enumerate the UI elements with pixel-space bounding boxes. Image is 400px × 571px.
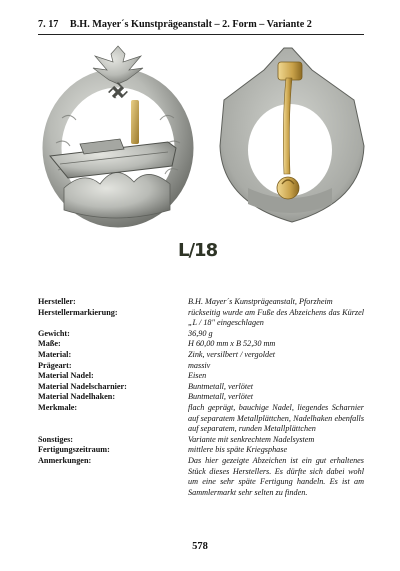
spec-row (38, 382, 364, 393)
spec-value: Eisen (188, 371, 207, 381)
spec-value: Zink, versilbert / vergoldet (188, 349, 276, 359)
badge-reverse-photo (196, 38, 378, 230)
spec-value: H 60,00 mm x B 52,30 mm (188, 339, 276, 349)
spec-row (38, 297, 364, 308)
spec-value: Variante mit senkrechtem Nadelsystem (188, 434, 315, 444)
spec-label: Hersteller: (38, 297, 76, 306)
spec-value: massiv (188, 360, 211, 370)
spec-label: Sonstiges: (38, 434, 74, 444)
spec-label: Gewicht: (38, 328, 70, 338)
page-header (38, 19, 364, 31)
spec-value: flach geprägt, bauchige Nadel, liegendes Scharnier auf separatem Metallplättchen, Nadelhaken ebenfalls auf separatem, runden Metallplättchen (188, 402, 364, 434)
spec-row (38, 435, 364, 446)
spec-label: Prägeart: (38, 360, 72, 370)
header-rule (38, 34, 364, 35)
spec-value: Buntmetall, verlötet (188, 392, 254, 402)
spec-label: Herstellermarkierung: (38, 307, 118, 317)
spec-label: Material Nadelhaken: (38, 392, 116, 402)
spec-value: Buntmetall, verlötet (188, 381, 254, 391)
spec-label: Anmerkungen: (38, 455, 92, 465)
section-title: B.H. Mayer´s Kunstprägeanstalt – 2. Form – Variante 2 (69, 19, 312, 30)
spec-label: Material Nadelscharnier: (38, 381, 127, 391)
spec-label: Merkmale: (38, 402, 78, 412)
spec-row (38, 308, 364, 329)
spec-label: Fertigungszeitraum: (38, 445, 110, 455)
spec-row (38, 371, 364, 382)
spec-row (38, 350, 364, 361)
spec-row (38, 339, 364, 350)
page-number: 578 (192, 541, 208, 552)
spec-row (38, 361, 364, 372)
spec-value: B.H. Mayer´s Kunstprägeanstalt, Pforzheim (188, 297, 333, 306)
maker-marking-photo: L/18 (178, 240, 218, 261)
spec-row (38, 445, 364, 456)
spec-value: 36,90 g (188, 328, 213, 338)
spec-row (38, 392, 364, 403)
spec-label: Material Nadel: (38, 371, 94, 381)
spec-table (38, 297, 364, 498)
spec-row (38, 403, 364, 435)
spec-row (38, 329, 364, 340)
spec-label: Maße: (38, 339, 61, 349)
spec-label: Material: (38, 349, 72, 359)
section-number: 7. 17 (38, 19, 59, 30)
badge-front-photo (32, 38, 202, 230)
spec-value: Das hier gezeigte Abzeichen ist ein gut erhaltenes Stück dieses Herstellers. Es dürfte sich dabei wohl um eine sehr späte Fertigung handeln. Es ist am Sammlermarkt sehr selten zu finden. (188, 455, 364, 497)
spec-row (38, 456, 364, 498)
spec-value: mittlere bis späte Kriegsphase (188, 445, 288, 455)
spec-value: rückseitig wurde am Fuße des Abzeichens das Kürzel „L / 18" eingeschlagen (188, 307, 364, 328)
